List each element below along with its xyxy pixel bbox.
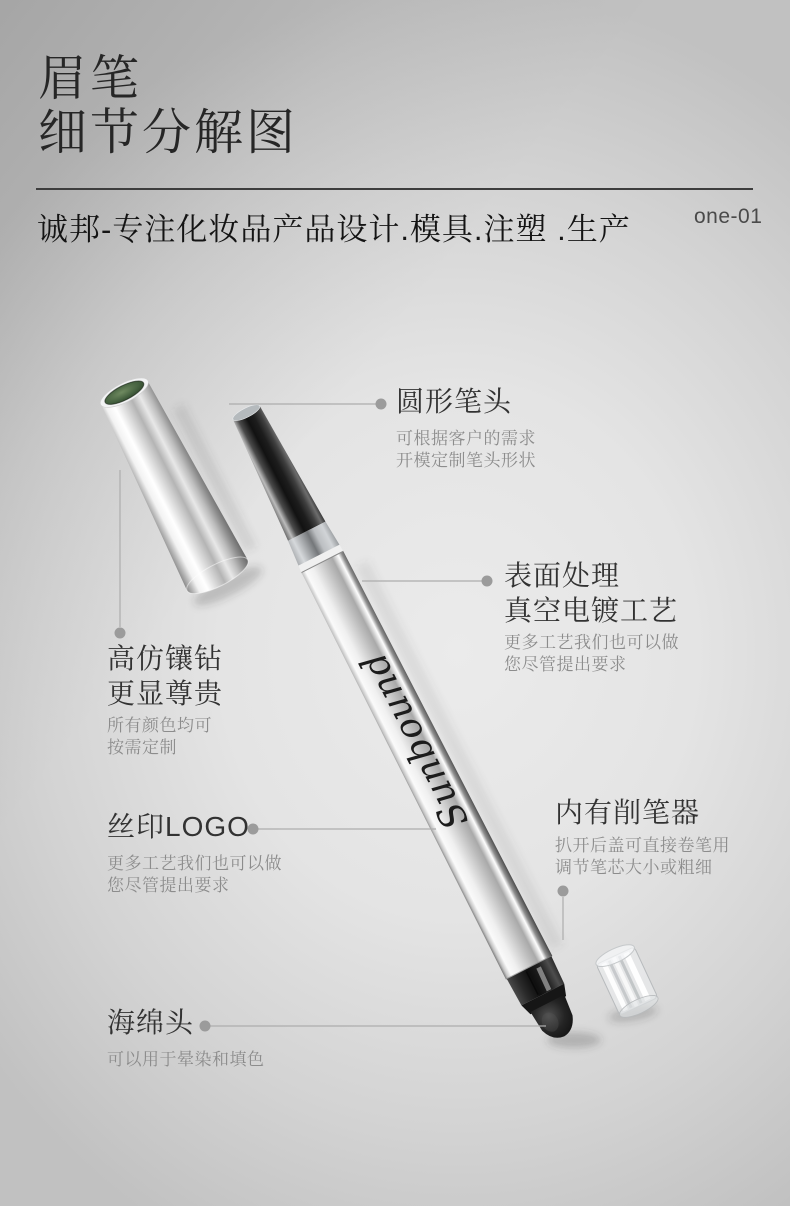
desc-line: 您尽管提出要求 [107, 876, 230, 895]
pencil-cap [90, 362, 265, 600]
callout-sponge [107, 1005, 265, 1071]
callout-sponge-title: 海绵头 [107, 1007, 195, 1038]
callout-surface-title1: 表面处理 [504, 560, 621, 591]
callout-surface-desc [504, 632, 679, 676]
desc-line: 更多工艺我们也可以做 [107, 854, 282, 873]
desc-line: 可根据客户的需求 [396, 429, 536, 448]
callout-sponge-desc [107, 1049, 265, 1071]
callout-round-tip [396, 384, 536, 472]
desc-line: 您尽管提出要求 [504, 655, 627, 674]
page-code: one-01 [694, 205, 763, 228]
page-title-line2: 细节分解图 [38, 106, 299, 160]
callout-diamond-desc [107, 715, 223, 759]
callout-surface-title2: 真空电镀工艺 [504, 595, 679, 626]
desc-line: 开模定制笔头形状 [396, 451, 536, 470]
page-title-line1: 眉笔 [38, 52, 143, 106]
desc-line: 所有颜色均可 [107, 716, 212, 735]
callout-diamond-title2: 更显尊贵 [107, 678, 224, 709]
callout-round-tip-desc [396, 428, 536, 472]
callout-sharpener-desc [555, 835, 730, 879]
desc-line: 更多工艺我们也可以做 [504, 633, 679, 652]
dot-round-tip [376, 399, 387, 410]
callout-diamond-title1: 高仿镶钻 [107, 643, 224, 674]
pencil [221, 390, 601, 1048]
callout-silk-logo-desc [107, 853, 282, 897]
desc-line: 扒开后盖可直接卷笔用 [555, 836, 730, 855]
desc-line: 可以用于晕染和填色 [107, 1050, 265, 1069]
callout-sharpener-title: 内有削笔器 [555, 797, 701, 828]
callout-surface [504, 558, 679, 676]
desc-line: 调节笔芯大小或粗细 [555, 858, 713, 877]
callout-round-tip-title: 圆形笔头 [396, 386, 513, 417]
callout-sharpener [555, 795, 730, 879]
brand-logo-text: Sunbound [352, 644, 478, 836]
header-divider [36, 188, 753, 190]
dot-diamond [115, 628, 126, 639]
dot-sharpener [558, 886, 569, 897]
callout-diamond [107, 641, 223, 759]
dot-surface [482, 576, 493, 587]
desc-line: 按需定制 [107, 738, 177, 757]
callout-silk-logo-title: 丝印LOGO [107, 811, 250, 842]
callout-silk-logo [107, 809, 282, 897]
company-tagline: 诚邦-专注化妆品产品设计.模具.注塑 .生产 [37, 212, 631, 247]
